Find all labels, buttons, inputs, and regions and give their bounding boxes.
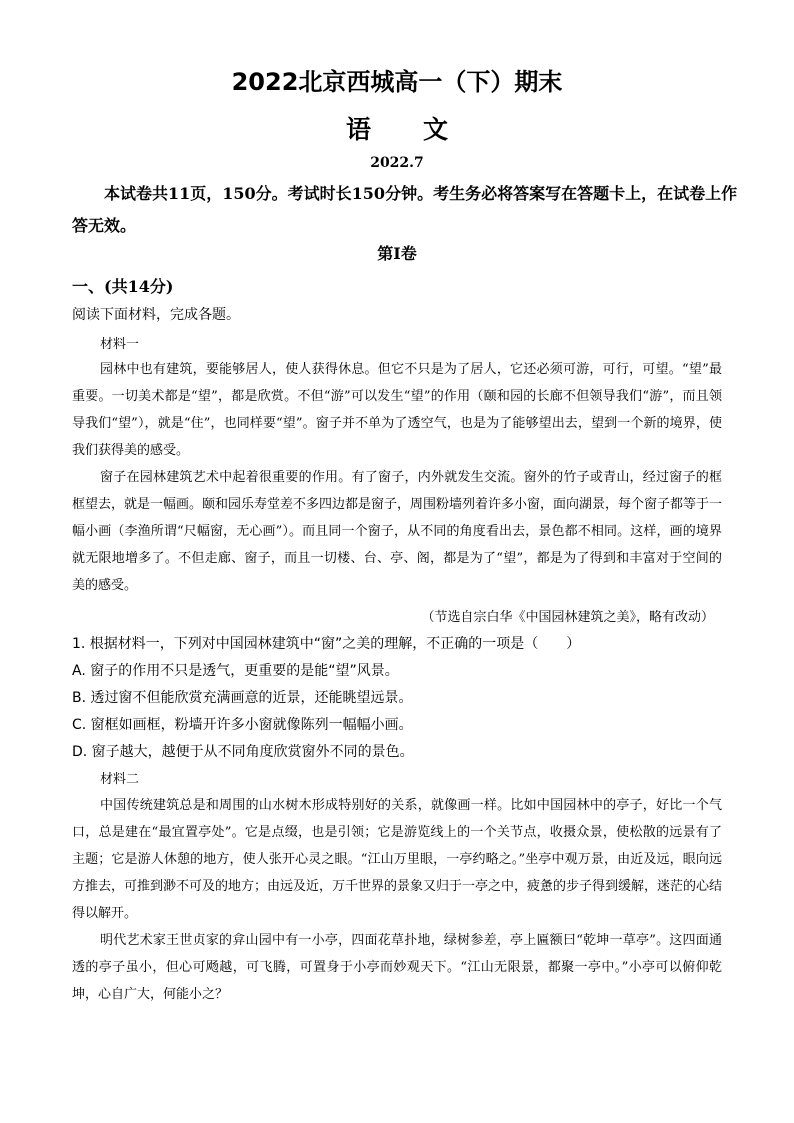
material-1-label: 材料一: [100, 337, 140, 352]
material-2-paragraph-2: 明代艺术家王世贞家的弇山园中有一小亭，四面花草扑地，绿树参差，亭上匾额曰“乾坤一草亭”。这四面通透的亭子虽小，但心可飏越，可飞腾，可置身于小亭而妙观天下。“江山无限景，都聚一亭中。”小亭可以俯仰乾坤，心自广大，何能小之？: [72, 933, 722, 1002]
section-heading: 一、(共14分): [72, 277, 174, 296]
reading-instruction: 阅读下面材料，完成各题。: [72, 307, 240, 323]
question-1-option-a: A. 窗子的作用不只是透气，更重要的是能“望”风景。: [72, 663, 399, 679]
subject-heading: [0, 110, 794, 146]
volume-heading: 第Ⅰ卷: [377, 244, 417, 263]
question-1-option-d: D. 窗子越大，越便于从不同角度欣赏窗外不同的景色。: [72, 744, 414, 760]
exam-date: 2022.7: [370, 155, 424, 171]
exam-notice: 本试卷共11页，150分。考试时长150分钟。考生务必将答案写在答题卡上，在试卷上作答无效。: [72, 184, 738, 235]
question-1-stem: 1. 根据材料一，下列对中国园林建筑中“窗”之美的理解，不正确的一项是（ ）: [72, 636, 581, 652]
material-2-paragraph-1: 中国传统建筑总是和周围的山水树木形成特别好的关系，就像画一样。比如中国园林中的亭子，好比一个气口，总是建在“最宜置亭处”。它是点缀，也是引领；它是游览线上的一个关节点，收摄众景，使松散的远景有了主题；它是游人休憩的地方，使人张开心灵之眼。“江山万里眼，一亭约略之。”坐亭中观万景，由近及远，眼向远方推去，可推到渺不可及的地方；由远及近，万千世界的景象又归于一亭之中，疲惫的步子得到缓解，迷茫的心结得以解开。: [72, 798, 723, 921]
material-1-source: （节选自宗白华《中国园林建筑之美》，略有改动）: [421, 610, 714, 625]
material-2-label: 材料二: [100, 772, 140, 787]
subject-char-2: 文: [423, 115, 449, 144]
subject-char-1: 语: [345, 115, 371, 144]
exam-title: 2022北京西城高一（下）期末: [231, 68, 563, 96]
material-1-paragraph-2: 窗子在园林建筑艺术中起着很重要的作用。有了窗子，内外就发生交流。窗外的竹子或青山，经过窗子的框框望去，就是一幅画。颐和园乐寿堂差不多四边都是窗子，周围粉墙列着许多小窗，面向湖景，每个窗子都等于一幅小画（李渔所谓“尺幅窗，无心画”）。而且同一个窗子，从不同的角度看出去，景色都不相同。这样，画的境界就无限地增多了。不但走廊、窗子，而且一切楼、台、亭、阁，都是为了“望”，都是为了得到和丰富对于空间的美的感受。: [72, 470, 723, 593]
question-1-option-b: B. 透过窗不但能欣赏充满画意的近景，还能眺望远景。: [72, 690, 413, 706]
question-1-option-c: C. 窗框如画框，粉墙开许多小窗就像陈列一幅幅小画。: [72, 717, 413, 733]
material-1-paragraph-1: 园林中也有建筑，要能够居人，使人获得休息。但它不只是为了居人，它还必须可游，可行，可望。“望”最重要。一切美术都是“望”，都是欣赏。不但“游”可以发生“望”的作用（颐和园的长廊不但领导我们“游”，而且领导我们“望”），就是“住”，也同样要“望”。窗子并不单为了透空气，也是为了能够望出去，望到一个新的境界，使我们获得美的感受。: [72, 362, 722, 458]
